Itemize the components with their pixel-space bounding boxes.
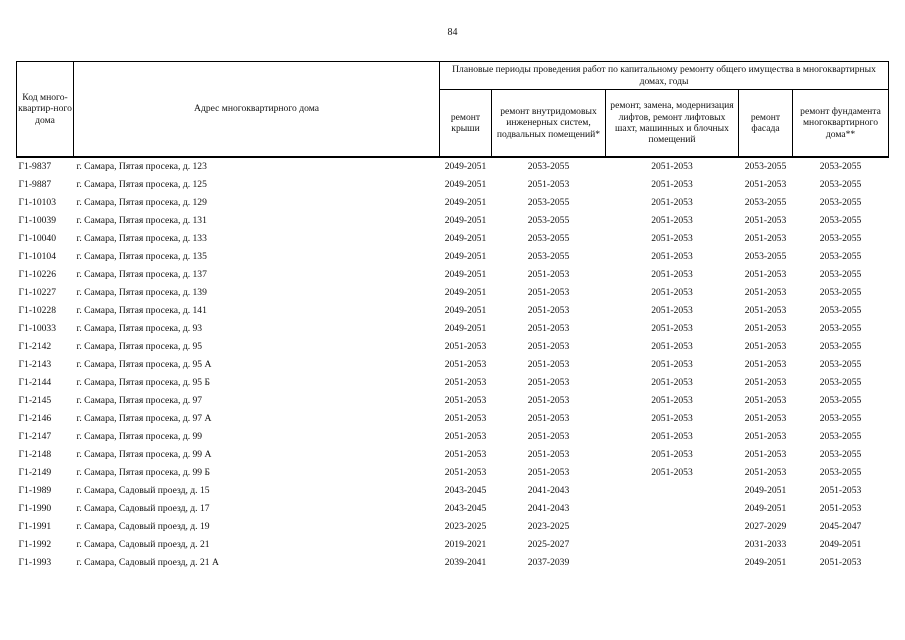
cell-code: Г1-10039 xyxy=(18,215,57,226)
table-row xyxy=(17,194,889,212)
cell-engineering: 2053-2055 xyxy=(527,233,570,244)
cell-address: г. Самара, Пятая просека, д. 135 xyxy=(76,251,207,262)
cell-lifts: 2051-2053 xyxy=(651,269,693,280)
cell-foundation: 2053-2055 xyxy=(819,431,862,442)
cell-foundation: 2053-2055 xyxy=(819,197,862,208)
cell-engineering: 2023-2025 xyxy=(527,521,570,532)
cell-foundation: 2051-2053 xyxy=(819,503,862,514)
cell-code: Г1-9887 xyxy=(18,179,52,190)
cell-code: Г1-1992 xyxy=(18,539,52,550)
cell-lifts: 2051-2053 xyxy=(651,287,693,298)
cell-facade: 2051-2053 xyxy=(744,359,787,370)
cell-engineering: 2051-2053 xyxy=(527,449,570,460)
cell-roof: 2043-2045 xyxy=(444,485,487,496)
table-body xyxy=(17,157,889,572)
cell-facade: 2049-2051 xyxy=(744,557,787,568)
cell-facade: 2051-2053 xyxy=(744,449,787,460)
cell-code: Г1-1991 xyxy=(18,521,52,532)
cell-code: Г1-10040 xyxy=(18,233,57,244)
table-row xyxy=(17,248,889,266)
header-roof: ремонт крыши xyxy=(440,90,492,158)
cell-foundation: 2051-2053 xyxy=(819,485,862,496)
cell-facade: 2051-2053 xyxy=(744,395,787,406)
cell-address: г. Самара, Пятая просека, д. 97 А xyxy=(76,413,212,424)
cell-lifts: 2051-2053 xyxy=(651,233,693,244)
table-row xyxy=(17,230,889,248)
cell-code: Г1-2142 xyxy=(18,341,52,352)
table-row xyxy=(17,176,889,194)
cell-lifts xyxy=(606,482,739,500)
cell-engineering: 2053-2055 xyxy=(527,251,570,262)
cell-engineering: 2025-2027 xyxy=(527,539,570,550)
header-facade: ремонт фасада xyxy=(739,90,793,158)
cell-foundation: 2053-2055 xyxy=(819,467,862,478)
cell-foundation: 2053-2055 xyxy=(819,341,862,352)
cell-engineering: 2051-2053 xyxy=(527,413,570,424)
header-code: Код много-квартир-ного дома xyxy=(17,62,74,158)
cell-code: Г1-2148 xyxy=(18,449,52,460)
cell-address: г. Самара, Пятая просека, д. 131 xyxy=(76,215,207,226)
cell-foundation: 2053-2055 xyxy=(793,157,889,176)
cell-address: г. Самара, Пятая просека, д. 133 xyxy=(76,233,207,244)
cell-roof: 2051-2053 xyxy=(444,341,487,352)
cell-roof: 2049-2051 xyxy=(444,323,487,334)
cell-lifts xyxy=(606,554,739,572)
cell-engineering: 2051-2053 xyxy=(527,323,570,334)
cell-engineering: 2051-2053 xyxy=(527,431,570,442)
cell-address: г. Самара, Садовый проезд, д. 17 xyxy=(76,503,210,514)
table-row xyxy=(17,410,889,428)
cell-code: Г1-1990 xyxy=(18,503,52,514)
table-row xyxy=(17,302,889,320)
cell-foundation: 2049-2051 xyxy=(819,539,862,550)
cell-lifts: 2051-2053 xyxy=(651,215,693,226)
cell-lifts: 2051-2053 xyxy=(651,431,693,442)
cell-lifts: 2051-2053 xyxy=(651,449,693,460)
cell-foundation: 2053-2055 xyxy=(819,395,862,406)
table-row xyxy=(17,536,889,554)
cell-lifts: 2051-2053 xyxy=(651,467,693,478)
repair-schedule-table xyxy=(16,61,889,572)
header-periods: Плановые периоды проведения работ по капитальному ремонту общего имущества в многоквартирных домах, годы xyxy=(440,62,889,90)
cell-roof: 2049-2051 xyxy=(444,215,487,226)
cell-foundation: 2053-2055 xyxy=(819,359,862,370)
cell-roof: 2049-2051 xyxy=(444,233,487,244)
cell-address: г. Самара, Пятая просека, д. 97 xyxy=(76,395,203,406)
table-row xyxy=(17,266,889,284)
cell-address: г. Самара, Пятая просека, д. 99 xyxy=(76,431,203,442)
table-row xyxy=(17,446,889,464)
cell-roof: 2049-2051 xyxy=(444,179,487,190)
cell-lifts xyxy=(606,500,739,518)
cell-engineering: 2051-2053 xyxy=(527,359,570,370)
cell-address: г. Самара, Пятая просека, д. 139 xyxy=(76,287,207,298)
header-foundation: ремонт фундамента многоквартирного дома** xyxy=(793,90,889,158)
cell-code: Г1-10104 xyxy=(18,251,57,262)
cell-facade: 2051-2053 xyxy=(744,233,787,244)
cell-foundation: 2053-2055 xyxy=(819,251,862,262)
cell-roof: 2049-2051 xyxy=(444,269,487,280)
cell-lifts: 2051-2053 xyxy=(651,251,693,262)
cell-facade: 2051-2053 xyxy=(744,179,787,190)
table-row xyxy=(17,500,889,518)
cell-code: Г1-10227 xyxy=(18,287,57,298)
cell-foundation: 2051-2053 xyxy=(819,557,862,568)
cell-roof: 2051-2053 xyxy=(444,413,487,424)
table-row xyxy=(17,374,889,392)
cell-engineering: 2051-2053 xyxy=(527,377,570,388)
table-row xyxy=(17,356,889,374)
cell-lifts: 2051-2053 xyxy=(651,305,693,316)
cell-engineering: 2051-2053 xyxy=(527,179,570,190)
cell-engineering: 2051-2053 xyxy=(527,269,570,280)
cell-code: Г1-10103 xyxy=(18,197,57,208)
cell-code: Г1-2149 xyxy=(18,467,52,478)
cell-facade: 2051-2053 xyxy=(744,287,787,298)
cell-code: Г1-2143 xyxy=(18,359,52,370)
cell-address: г. Самара, Пятая просека, д. 99 А xyxy=(76,449,212,460)
cell-facade: 2051-2053 xyxy=(744,341,787,352)
cell-foundation: 2053-2055 xyxy=(819,305,862,316)
cell-address: г. Самара, Садовый проезд, д. 21 А xyxy=(76,557,219,568)
table-row xyxy=(17,392,889,410)
cell-engineering: 2037-2039 xyxy=(527,557,570,568)
cell-facade: 2051-2053 xyxy=(744,269,787,280)
cell-code: Г1-10228 xyxy=(18,305,57,316)
cell-roof: 2051-2053 xyxy=(444,377,487,388)
cell-foundation: 2045-2047 xyxy=(819,521,862,532)
cell-roof: 2051-2053 xyxy=(444,395,487,406)
cell-address: г. Самара, Садовый проезд, д. 19 xyxy=(76,521,210,532)
cell-roof: 2049-2051 xyxy=(444,287,487,298)
table-row xyxy=(17,464,889,482)
header-engineering: ремонт внутридомовых инженерных систем, подвальных помещений* xyxy=(492,90,606,158)
cell-address: г. Самара, Пятая просека, д. 137 xyxy=(76,269,207,280)
cell-code: Г1-2145 xyxy=(18,395,52,406)
cell-engineering: 2051-2053 xyxy=(527,305,570,316)
cell-address: г. Самара, Садовый проезд, д. 21 xyxy=(76,539,210,550)
cell-engineering: 2051-2053 xyxy=(527,287,570,298)
cell-facade: 2053-2055 xyxy=(739,157,793,176)
table-row xyxy=(17,518,889,536)
cell-code: Г1-10033 xyxy=(18,323,57,334)
cell-facade: 2053-2055 xyxy=(744,197,787,208)
table-row xyxy=(17,338,889,356)
cell-address: г. Самара, Пятая просека, д. 125 xyxy=(76,179,207,190)
cell-lifts: 2051-2053 xyxy=(651,377,693,388)
cell-address: г. Самара, Пятая просека, д. 141 xyxy=(76,305,207,316)
cell-facade: 2051-2053 xyxy=(744,305,787,316)
cell-engineering: 2053-2055 xyxy=(527,197,570,208)
table-row xyxy=(17,482,889,500)
cell-lifts: 2051-2053 xyxy=(651,341,693,352)
cell-roof: 2023-2025 xyxy=(444,521,487,532)
table-row xyxy=(17,428,889,446)
cell-facade: 2051-2053 xyxy=(744,323,787,334)
cell-roof: 2039-2041 xyxy=(444,557,487,568)
cell-facade: 2051-2053 xyxy=(744,413,787,424)
cell-code: Г1-1989 xyxy=(18,485,52,496)
cell-engineering: 2041-2043 xyxy=(527,503,570,514)
cell-roof: 2049-2051 xyxy=(444,305,487,316)
cell-facade: 2031-2033 xyxy=(744,539,787,550)
cell-roof: 2043-2045 xyxy=(444,503,487,514)
cell-foundation: 2053-2055 xyxy=(819,413,862,424)
table-row xyxy=(17,320,889,338)
cell-address: г. Самара, Пятая просека, д. 99 Б xyxy=(76,467,210,478)
header-address: Адрес многоквартирного дома xyxy=(74,62,440,158)
cell-engineering: 2053-2055 xyxy=(492,157,606,176)
cell-foundation: 2053-2055 xyxy=(819,233,862,244)
cell-lifts: 2051-2053 xyxy=(651,323,693,334)
cell-lifts xyxy=(606,518,739,536)
cell-foundation: 2053-2055 xyxy=(819,179,862,190)
cell-facade: 2051-2053 xyxy=(744,431,787,442)
cell-roof: 2051-2053 xyxy=(444,359,487,370)
cell-engineering: 2041-2043 xyxy=(527,485,570,496)
cell-roof: 2051-2053 xyxy=(444,431,487,442)
cell-facade: 2051-2053 xyxy=(744,215,787,226)
table-row xyxy=(17,157,889,176)
cell-address: г. Самара, Пятая просека, д. 95 А xyxy=(76,359,212,370)
cell-roof: 2051-2053 xyxy=(444,467,487,478)
cell-roof: 2049-2051 xyxy=(440,157,492,176)
cell-address: г. Самара, Пятая просека, д. 95 xyxy=(76,341,203,352)
cell-foundation: 2053-2055 xyxy=(819,323,862,334)
cell-lifts: 2051-2053 xyxy=(651,395,693,406)
cell-code: Г1-10226 xyxy=(18,269,57,280)
cell-code: Г1-9837 xyxy=(17,157,74,176)
cell-roof: 2049-2051 xyxy=(444,251,487,262)
cell-code: Г1-2147 xyxy=(18,431,52,442)
cell-foundation: 2053-2055 xyxy=(819,377,862,388)
cell-foundation: 2053-2055 xyxy=(819,269,862,280)
cell-facade: 2051-2053 xyxy=(744,467,787,478)
cell-foundation: 2053-2055 xyxy=(819,287,862,298)
cell-facade: 2053-2055 xyxy=(744,251,787,262)
cell-lifts: 2051-2053 xyxy=(651,359,693,370)
cell-lifts: 2051-2053 xyxy=(651,179,693,190)
table-header xyxy=(17,62,889,158)
cell-foundation: 2053-2055 xyxy=(819,449,862,460)
table-row xyxy=(17,212,889,230)
table-row xyxy=(17,554,889,572)
cell-address: г. Самара, Пятая просека, д. 129 xyxy=(76,197,207,208)
cell-lifts: 2051-2053 xyxy=(651,413,693,424)
cell-code: Г1-2144 xyxy=(18,377,52,388)
page-number: 84 xyxy=(447,27,458,38)
cell-facade: 2027-2029 xyxy=(744,521,787,532)
cell-roof: 2049-2051 xyxy=(444,197,487,208)
cell-engineering: 2051-2053 xyxy=(527,395,570,406)
cell-roof: 2019-2021 xyxy=(444,539,487,550)
cell-address: г. Самара, Пятая просека, д. 123 xyxy=(74,157,440,176)
cell-address: г. Самара, Пятая просека, д. 93 xyxy=(76,323,203,334)
cell-lifts: 2051-2053 xyxy=(606,157,739,176)
header-lifts: ремонт, замена, модернизация лифтов, ремонт лифтовых шахт, машинных и блочных помещений xyxy=(606,90,739,158)
cell-roof: 2051-2053 xyxy=(444,449,487,460)
cell-code: Г1-2146 xyxy=(18,413,52,424)
table-row xyxy=(17,284,889,302)
cell-foundation: 2053-2055 xyxy=(819,215,862,226)
cell-engineering: 2051-2053 xyxy=(527,341,570,352)
cell-facade: 2051-2053 xyxy=(744,377,787,388)
cell-engineering: 2051-2053 xyxy=(527,467,570,478)
cell-address: г. Самара, Садовый проезд, д. 15 xyxy=(76,485,210,496)
cell-address: г. Самара, Пятая просека, д. 95 Б xyxy=(76,377,210,388)
cell-facade: 2049-2051 xyxy=(744,485,787,496)
cell-code: Г1-1993 xyxy=(18,557,52,568)
cell-lifts: 2051-2053 xyxy=(651,197,693,208)
cell-facade: 2049-2051 xyxy=(744,503,787,514)
cell-engineering: 2053-2055 xyxy=(527,215,570,226)
cell-lifts xyxy=(606,536,739,554)
